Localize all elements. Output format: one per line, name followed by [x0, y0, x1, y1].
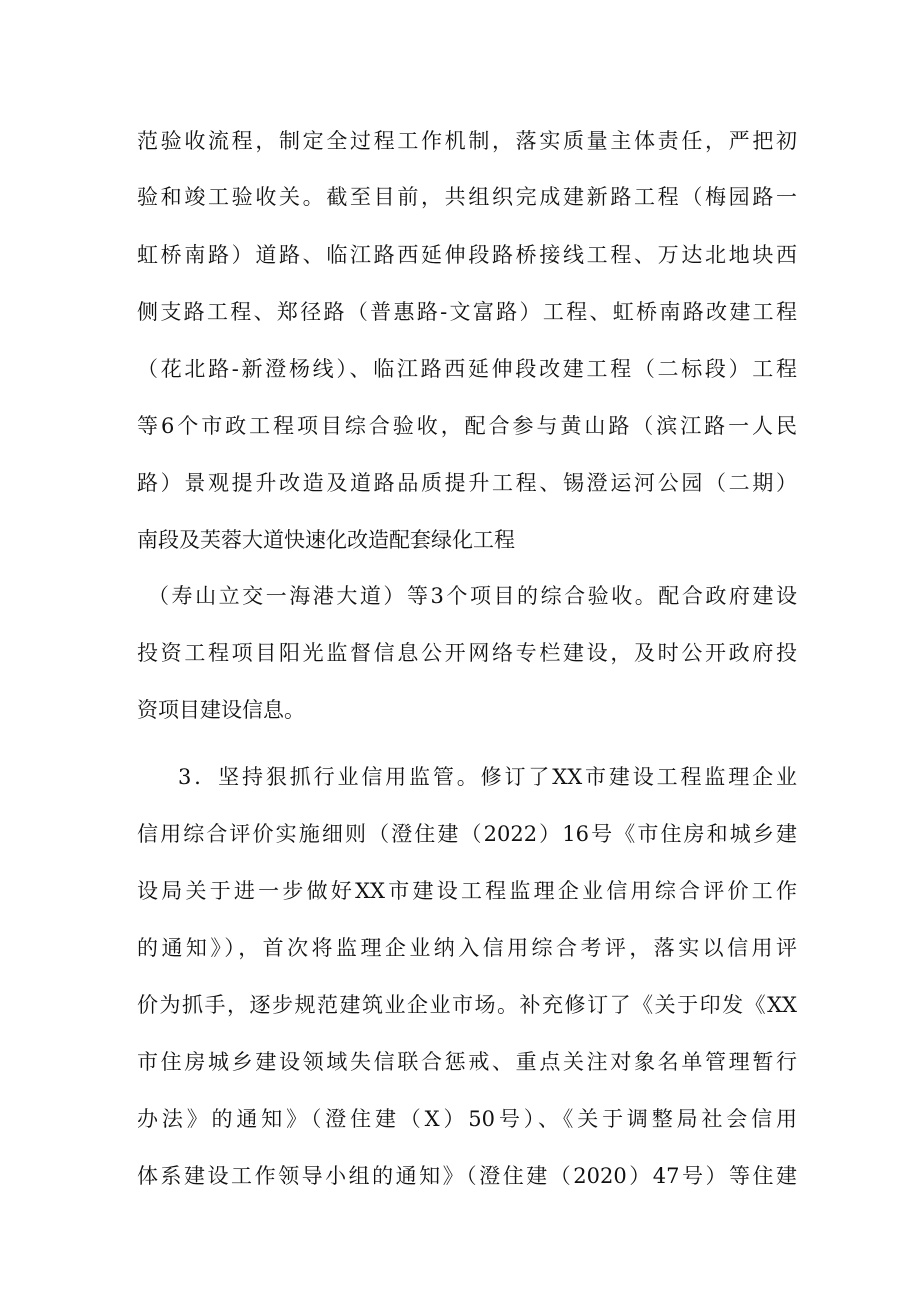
text-line: 信用综合评价实施细则（澄住建（2022）16号《市住房和城乡建 [137, 822, 797, 846]
text-line: 路）景观提升改造及道路品质提升工程、锡澄运河公园（二期） [137, 471, 797, 495]
text-line: 等6个市政工程项目综合验收，配合参与黄山路（滨江路一人民 [137, 414, 797, 438]
text-line: 体系建设工作领导小组的通知》（澄住建（2020）47号）等住建 [137, 1164, 797, 1188]
text-line: 的通知》），首次将监理企业纳入信用综合考评，落实以信用评 [137, 936, 797, 960]
text-line: 资项目建设信息。 [137, 698, 305, 722]
text-line: （花北路-新澄杨线）、临江路西延伸段改建工程（二标段）工程 [137, 357, 797, 381]
text-line: 投资工程项目阳光监督信息公开网络专栏建设，及时公开政府投 [137, 641, 797, 665]
text-line: 市住房城乡建设领域失信联合惩戒、重点关注对象名单管理暂行 [137, 1050, 797, 1074]
text-line: （寿山立交一海港大道）等3个项目的综合验收。配合政府建设 [148, 584, 797, 608]
text-line: 侧支路工程、郑径路（普惠路-文富路）工程、虹桥南路改建工程 [137, 300, 797, 324]
text-line: 南段及芙蓉大道快速化改造配套绿化工程 [137, 528, 515, 552]
text-line: 设局关于进一步做好XX市建设工程监理企业信用综合评价工作 [137, 879, 797, 903]
text-line: 价为抓手，逐步规范建筑业企业市场。补充修订了《关于印发《XX [137, 993, 797, 1017]
text-line: 3．坚持狠抓行业信用监管。修订了XX市建设工程监理企业 [178, 765, 797, 789]
text-line: 虹桥南路）道路、临江路西延伸段路桥接线工程、万达北地块西 [137, 243, 797, 267]
text-line: 验和竣工验收关。截至目前，共组织完成建新路工程（梅园路一 [137, 185, 797, 209]
text-line: 办法》的通知》（澄住建（X）50号）、《关于调整局社会信用 [137, 1107, 797, 1131]
text-line: 范验收流程，制定全过程工作机制，落实质量主体责任，严把初 [137, 129, 797, 153]
